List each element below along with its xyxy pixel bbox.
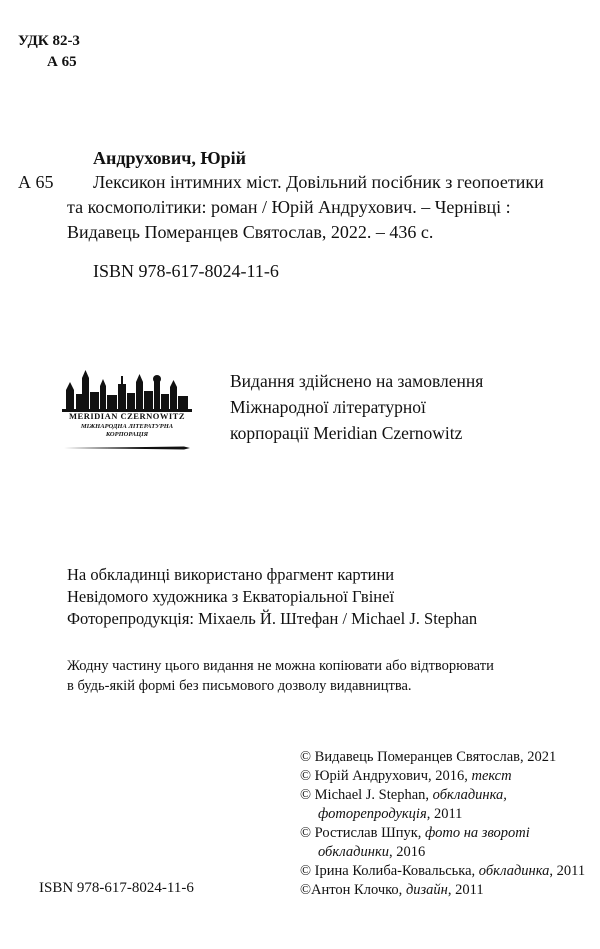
- cover-note-line-1: На обкладинці використано фрагмент картини: [67, 565, 395, 584]
- cover-note: [67, 564, 477, 630]
- entry-isbn: ISBN 978-617-8024-11-6: [93, 261, 279, 281]
- logo-name: MERIDIAN CZERNOWITZ: [69, 411, 185, 421]
- logo-subtitle: [62, 423, 192, 439]
- copyright-item: ©Антон Клочко, дизайн, 2011: [300, 882, 484, 898]
- commission-note: [230, 368, 483, 446]
- rights-line-1: Жодну частину цього видання не можна копіювати або відтворювати: [67, 658, 494, 674]
- entry-code: А 65: [18, 172, 54, 192]
- author-name: Андрухович, Юрій: [93, 148, 247, 168]
- city-skyline-icon: [62, 368, 192, 412]
- copyright-item: © Ірина Колиба-Ковальська, обкладинка, 2011: [300, 863, 586, 879]
- udk-code: УДК 82-3: [18, 33, 80, 49]
- logo-subtitle-line-2: КОРПОРАЦІЯ: [105, 431, 149, 438]
- cover-note-line-2: Невідомого художника з Екваторіальної Гвінеї: [67, 587, 395, 606]
- logo-subtitle-line-1: МІЖНАРОДНА ЛІТЕРАТУРНА: [80, 423, 174, 430]
- entry-line-1: Лексикон інтимних міст. Довільний посібник з геопоетики: [93, 172, 544, 192]
- rights-notice: [67, 656, 494, 696]
- copyright-list: [300, 748, 585, 900]
- copyright-item: © Видавець Померанцев Святослав, 2021: [300, 749, 557, 765]
- entry-line-2: та космополітики: роман / Юрій Андрухович. – Чернівці :: [67, 197, 511, 217]
- copyright-item: © Michael J. Stephan, обкладинка,: [300, 787, 507, 803]
- entry-line-3: Видавець Померанцев Святослав, 2022. – 436 с.: [67, 222, 434, 242]
- copyright-item-continued: фоторепродукція, 2011: [318, 806, 463, 822]
- rights-line-2: в будь-якій формі без письмового дозволу видавництва.: [67, 678, 412, 694]
- commission-line-3: корпорації Meridian Czernowitz: [230, 423, 463, 443]
- copyright-item-continued: обкладинки, 2016: [318, 844, 426, 860]
- logo-underline-icon: [64, 444, 190, 452]
- meridian-czernowitz-logo: [62, 368, 192, 460]
- bottom-isbn: ISBN 978-617-8024-11-6: [39, 880, 194, 896]
- author-sign-code: А 65: [47, 54, 77, 70]
- copyright-item: © Юрій Андрухович, 2016, текст: [300, 768, 512, 784]
- commission-line-1: Видання здійснено на замовлення: [230, 371, 484, 391]
- commission-line-2: Міжнародної літературної: [230, 397, 426, 417]
- copyright-item: © Ростислав Шпук, фото на звороті: [300, 825, 530, 841]
- cover-note-line-3: Фоторепродукція: Міхаель Й. Штефан / Michael J. Stephan: [67, 609, 478, 628]
